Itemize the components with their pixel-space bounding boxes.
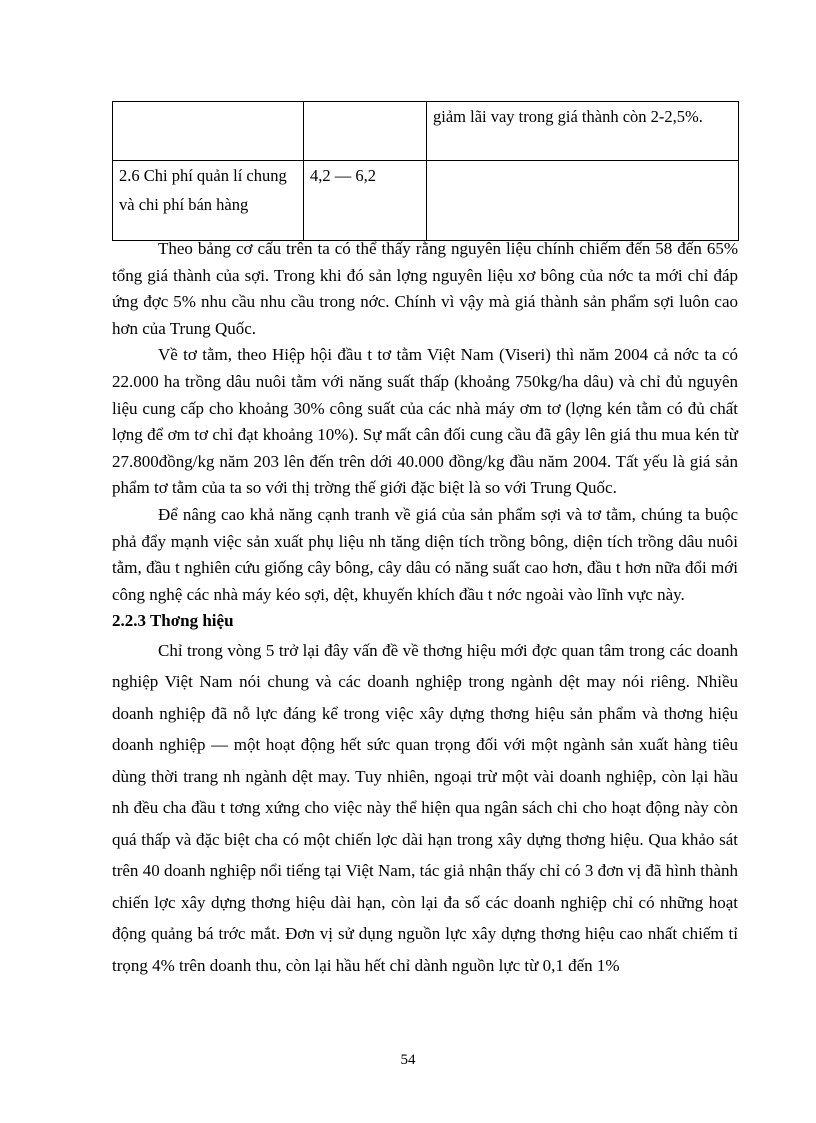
table-cell-share: 4,2 — 6,2 bbox=[304, 161, 427, 241]
paragraph-competitiveness: Để nâng cao khả năng cạnh tranh về giá của sản phẩm sợi và tơ tằm, chúng ta buộc phả đẩy mạnh việc sản xuất phụ liệu nh tăng diện tích trồng bông, diện tích trồng dâu nuôi tằm, đầu t nghiên cứu giống cây bông, cây dâu có năng suất cao hơn, đầu t hơn nữa đổi mới công nghệ các nhà máy kéo sợi, dệt, khuyến khích đầu t nớc ngoài vào lĩnh vực này. bbox=[112, 504, 738, 604]
page-number: 54 bbox=[400, 1052, 416, 1068]
table-cell-note: giảm lãi vay trong giá thành còn 2-2,5%. bbox=[427, 102, 739, 161]
table-cell-share bbox=[304, 102, 427, 161]
paragraph-raw-material-cost: Theo bảng cơ cấu trên ta có thể thấy rằng nguyên liệu chính chiếm đến 58 đến 65% tổng giá thành của sợi. Trong khi đó sản lợng nguyên liệu xơ bông của nớc ta mới chỉ đáp ứng đợc 5% nhu cầu nhu cầu trong nớc. Chính vì vậy mà giá thành sản phẩm sợi luôn cao hơn của Trung Quốc. bbox=[112, 239, 738, 338]
table-cell-item bbox=[113, 102, 304, 161]
cost-structure-table bbox=[112, 101, 739, 241]
table-cell-note bbox=[427, 161, 739, 241]
table-row bbox=[113, 102, 739, 161]
document-body bbox=[112, 236, 738, 981]
section-heading: 2.2.3 Thơng hiệu bbox=[112, 611, 234, 631]
table-cell-item: 2.6 Chi phí quản lí chung và chi phí bán hàng bbox=[113, 161, 304, 241]
table-row bbox=[113, 161, 739, 241]
paragraph-silk: Về tơ tằm, theo Hiệp hội đầu t tơ tằm Việt Nam (Viseri) thì năm 2004 cả nớc ta có 22.000 ha trồng dâu nuôi tằm với năng suất thấp (khoảng 750kg/ha dâu) và chỉ đủ nguyên liệu cung cấp cho khoảng 30% công suất của các nhà máy ơm tơ (lợng kén tằm có đủ chất lợng để ơm tơ chỉ đạt khoảng 10%). Sự mất cân đối cung cầu đã gây lên giá thu mua kén từ 27.800đồng/kg năm 203 lên đến trên dới 40.000 đồng/kg đầu năm 2004. Tất yếu là giá sản phẩm tơ tằm của ta so với thị trờng thế giới đặc biệt là so với Trung Quốc. bbox=[112, 345, 738, 498]
paragraph-branding: Chỉ trong vòng 5 trở lại đây vấn đề về thơng hiệu mới đợc quan tâm trong các doanh nghiệp Việt Nam nói chung và các doanh nghiệp trong ngành dệt may nói riêng. Nhiều doanh nghiệp đã nỗ lực đáng kể trong việc xây dựng thơng hiệu sản phẩm và thơng hiệu doanh nghiệp — một hoạt động hết sức quan trọng đối với một ngành sản xuất hàng tiêu dùng thời trang nh ngành dệt may. Tuy nhiên, ngoại trừ một vài doanh nghiệp, còn lại hầu nh đều cha đầu t tơng xứng cho việc này thể hiện qua ngân sách chi cho hoạt động này còn quá thấp và đặc biệt cha có một chiến lợc dài hạn trong xây dựng thơng hiệu. Qua khảo sát trên 40 doanh nghiệp nổi tiếng tại Việt Nam, tác giả nhận thấy chỉ có 3 đơn vị đã hình thành chiến lợc xây dựng thơng hiệu dài hạn, còn lại đa số các doanh nghiệp chỉ có những hoạt động quảng bá trớc mắt. Đơn vị sử dụng nguồn lực xây dựng thơng hiệu cao nhất chiếm tỉ trọng 4% trên doanh thu, còn lại hầu hết chỉ dành nguồn lực từ 0,1 đến 1% bbox=[112, 640, 738, 975]
